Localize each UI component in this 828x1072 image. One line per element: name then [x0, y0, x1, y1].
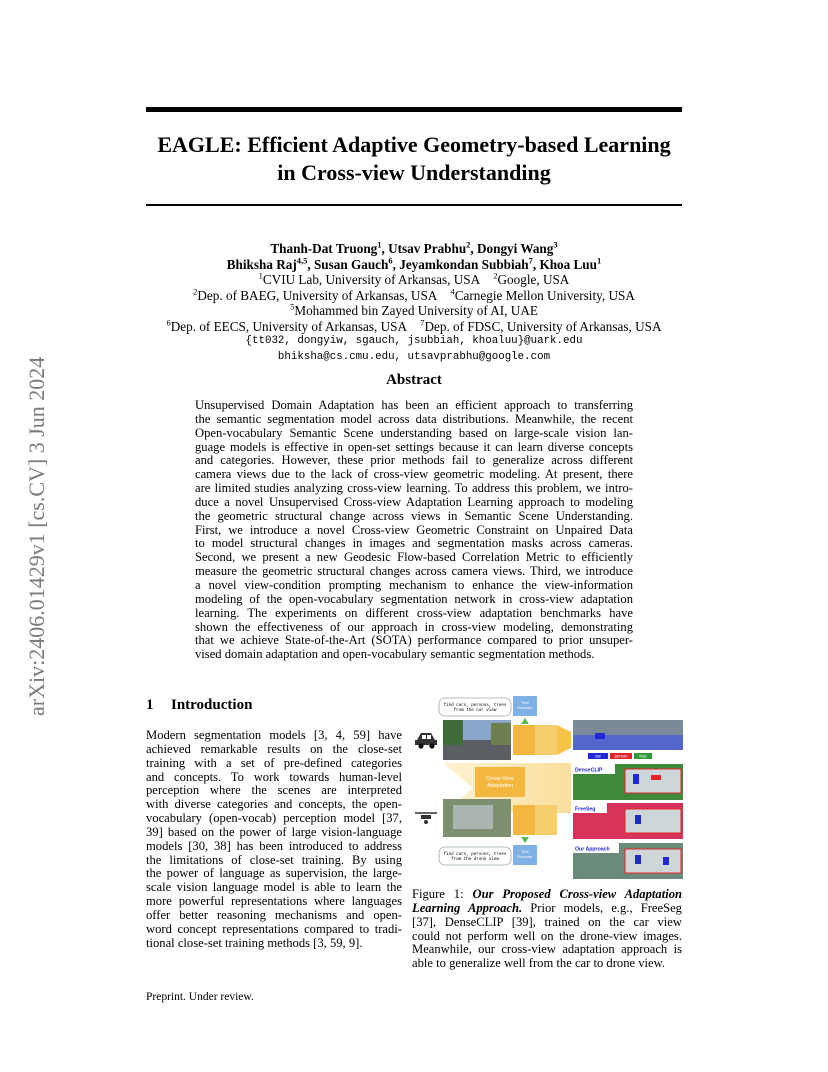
abstract-line: shown the effectiveness of our approach in cross-view modeling, demonstrating [195, 619, 633, 634]
author-line-2 [146, 257, 682, 273]
caption-line: Meanwhile, our cross-view adaptation approach is [412, 942, 682, 957]
intro-line: models [30, 38] has been introduced to address [146, 838, 402, 853]
affiliation-line [146, 288, 682, 304]
text-encoder-label-2: Text Encoder [517, 849, 533, 859]
image-encoder-top [513, 725, 535, 755]
caption-line [412, 902, 682, 916]
our-approach-label: Our Approach [575, 846, 610, 853]
author-affil: 4,5 [296, 255, 308, 266]
author-name: , Susan Gauch [307, 256, 389, 272]
caption-bold-2: Learning Approach. [412, 900, 523, 915]
title-top-rule [146, 107, 682, 112]
section-number: 1 [146, 697, 154, 713]
affil-text: Mohammed bin Zayed University of AI, UAE [294, 303, 538, 318]
denseclip-label: DenseCLIP [575, 767, 603, 774]
intro-line: scale vision language model is able to learn the [146, 880, 402, 895]
title-line-1: EAGLE: Efficient Adaptive Geometry-based Learning [157, 132, 671, 157]
footer-note: Preprint. Under review. [146, 991, 254, 1003]
arxiv-sidebar-id: arXiv:2406.01429v1 [cs.CV] 3 Jun 2024 [24, 356, 49, 716]
affil-text: Dep. of EECS, University of Arkansas, USA [170, 318, 408, 334]
author-affil: 3 [553, 239, 558, 250]
affiliation-line [146, 303, 682, 319]
caption-bold: Our Proposed Cross-view Adaptation [472, 887, 682, 901]
abstract-line: camera views due to the lack of cross-view geometric modeling. At present, there [195, 467, 633, 482]
affil-mark: 5 [290, 301, 295, 312]
author-affil: 7 [528, 255, 533, 266]
intro-line: the limitations of close-set training. By using [146, 852, 402, 867]
author-name: , Jeyamkondan Subbiah [392, 256, 529, 272]
abstract-line: the geometric structural change across views in Semantic Scene Understanding. [195, 508, 633, 523]
caption-line: could not perform well on the drone-view images. [412, 928, 682, 943]
author-affil: 6 [388, 255, 393, 266]
abstract-line: a novel view-condition prompting mechanism to enhance the view-information [195, 577, 633, 592]
affil-mark: 2 [493, 270, 498, 281]
figure-1 [413, 695, 685, 885]
abstract-body [195, 399, 633, 662]
intro-line: and concepts. To work towards human-level [146, 769, 402, 784]
affil-text: Google, USA [497, 272, 570, 287]
paper-title [146, 131, 682, 187]
abstract-line: to model structural changes in images and segmentation masks across cameras. [195, 536, 633, 551]
author-name: , Dongyi Wang [470, 241, 554, 256]
abstract-heading: Abstract [386, 372, 442, 388]
intro-line: the power of language as supervision, the large- [146, 866, 402, 881]
abstract-line: and categories. However, these prior methods fail to generalize across different [195, 453, 633, 468]
intro-line: with diverse categories and concepts, the open- [146, 797, 402, 812]
drone-prompt-text: find cars, persons, trees from the drone view [443, 853, 507, 862]
abstract-line: that we achieve State-of-the-Art (SOTA) performance compared to prior unsuper- [195, 633, 633, 648]
intro-line: more powerful representations where languages [146, 894, 402, 909]
affil-text: CVIU Lab, University of Arkansas, USA [262, 272, 481, 287]
affil-text: Dep. of FDSC, University of Arkansas, USA [424, 318, 662, 334]
author-name: Bhiksha Raj [226, 256, 297, 272]
text-encoder-label: Text Encoder [517, 700, 533, 710]
intro-line: perception where the scenes are interpreted [146, 783, 402, 798]
abstract-line: modeling of the open-vocabulary segmentation network in cross-view adaptation [195, 591, 633, 606]
abstract-line: guage models is effective in open-set settings because it can learn diverse concepts [195, 439, 633, 454]
section-title: Introduction [171, 697, 253, 713]
legend-car-label: car [595, 753, 601, 759]
caption-text: Prior models, e.g., FreeSeg [522, 900, 682, 915]
car-icon [415, 733, 437, 749]
email-line: bhiksha@cs.cmu.edu, utsavprabhu@google.com [277, 350, 551, 363]
affil-mark: 1 [258, 270, 263, 281]
legend-tree-label: tree [639, 753, 647, 759]
car-prompt-text: find cars, persons, trees from the car view [443, 704, 507, 713]
caption-line: able to generalize well from the car to drone view. [412, 956, 666, 971]
affil-text: Dep. of BAEG, University of Arkansas, USA [197, 287, 438, 303]
intro-line: word concept representations compared to tradi- [146, 921, 402, 936]
author-affil: 1 [377, 239, 382, 250]
cross-view-label: Cross-View Adaptation [485, 776, 515, 789]
abstract-line: are limited studies analyzing cross-view learning. To address this problem, we intro- [195, 481, 633, 496]
author-name: , Khoa Luu [532, 256, 597, 272]
abstract-line: Unsupervised Domain Adaptation has been an efficient approach to transferring [195, 398, 633, 412]
legend-person-label: person [614, 753, 628, 759]
intro-line: 39] based on the power of large vision-language [146, 824, 402, 839]
abstract-line: duce a novel Unsupervised Cross-view Adaptation Learning approach to modeling [195, 494, 633, 509]
intro-line: achieved remarkable results on the close-set [146, 741, 402, 756]
author-name: , Utsav Prabhu [381, 241, 467, 256]
abstract-line: Open-vocabulary Semantic Scene understanding based on large-scale vision lan- [195, 425, 633, 440]
intro-line: tional close-set training methods [3, 59, 9]. [146, 935, 363, 950]
arrow-up-icon [521, 837, 529, 843]
abstract-line: learning. The experiments on different cross-view adaptation benchmarks have [195, 605, 633, 620]
intro-line: Modern segmentation models [3, 4, 59] have [146, 728, 402, 742]
caption-label: Figure 1: [412, 887, 473, 901]
affil-text: Carnegie Mellon University, USA [454, 287, 635, 303]
caption-line [412, 888, 682, 902]
abstract-line: the semantic segmentation model across data distributions. Meanwhile, the recent [195, 411, 633, 426]
intro-line: vocabulary (open-vocab) perception model [37, [146, 811, 402, 826]
author-affil: 1 [596, 255, 602, 266]
affiliation-line [146, 319, 682, 335]
affil-mark: 6 [166, 317, 171, 328]
title-bottom-rule [146, 204, 682, 206]
affil-mark: 2 [193, 286, 198, 297]
title-line-2: in Cross-view Understanding [277, 160, 551, 185]
image-encoder-bottom [513, 805, 535, 835]
abstract-line: measure the geometric structural changes across camera views. Third, we introduce [195, 564, 633, 579]
author-name: Thanh-Dat Truong [270, 241, 378, 256]
affiliation-line [146, 272, 682, 288]
intro-line: offer better reasoning mechanisms and open- [146, 907, 402, 922]
freeseg-label: FreeSeg [575, 806, 596, 813]
author-block [146, 241, 682, 365]
decoder-top [535, 725, 557, 755]
affil-mark: 7 [420, 317, 425, 328]
abstract-line: Second, we present a new Geodesic Flow-based Correlation Metric to efficiently [195, 550, 633, 565]
abstract-line: First, we introduce a novel Cross-view Geometric Constraint on Unpaired Data [195, 522, 633, 537]
drone-icon [415, 813, 437, 824]
author-line-1 [146, 241, 682, 257]
decoder-bottom [535, 805, 557, 835]
author-affil: 2 [466, 239, 471, 250]
cross-view-adaptation-box [475, 767, 525, 797]
abstract-line: vised domain adaptation and open-vocabulary semantic segmentation methods. [195, 647, 595, 662]
email-line: {tt032, dongyiw, sgauch, jsubbiah, khoaluu}@uark.edu [245, 335, 583, 347]
arrow-down-icon [521, 718, 529, 724]
figure-caption [412, 888, 682, 971]
intro-paragraph [146, 729, 402, 951]
affil-mark: 4 [450, 286, 455, 297]
intro-line: training with a set of pre-defined categories [146, 755, 402, 770]
section-heading [146, 697, 252, 714]
caption-line: [37], DenseCLIP [39], trained on the car view [412, 914, 682, 929]
